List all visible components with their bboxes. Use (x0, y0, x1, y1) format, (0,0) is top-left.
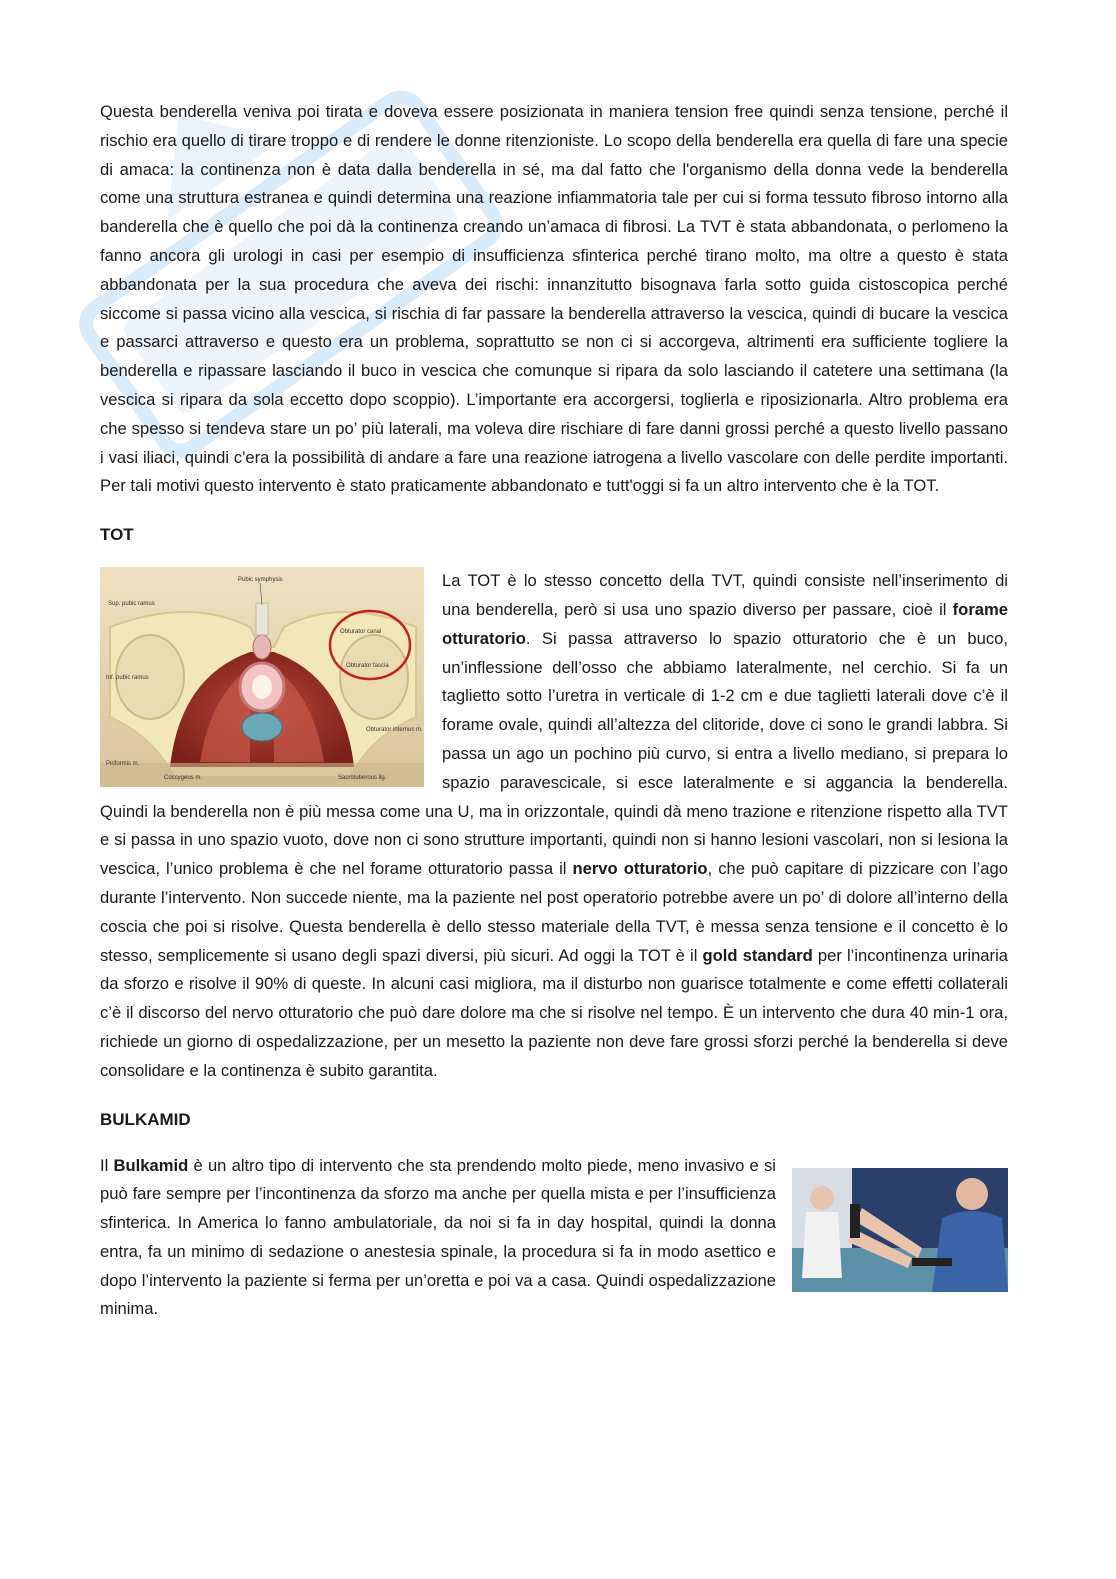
term-gold-standard: gold standard (702, 945, 813, 965)
heading-tot: TOT (100, 525, 134, 545)
heading-bulkamid: BULKAMID (100, 1109, 191, 1129)
label-pubic-symphysis: Pubic symphysis (238, 577, 283, 584)
bulkamid-photo (792, 1168, 1008, 1292)
label-obturator-fascia: Obturator fascia (346, 663, 389, 670)
pelvic-floor-figure (100, 567, 424, 787)
term-forame-otturatorio: forame otturatorio (442, 599, 1008, 648)
paragraph-tot: La TOT è lo stesso concetto della TVT, quindi consiste nell’inserimento di una benderella, però si usa uno spazio diverso per passare, cioè il forame otturatorio. Si passa attraverso lo spazio otturatorio che è un buco, un’inflessione dell’osso che abbiamo lateralmente, nel cerchio. Si fa un taglietto sotto l’uretra in verticale di 1-2 cm e due taglietti laterali dove c’è il forame ovale, quindi all’altezza del clitoride, dove ci sono le grandi labbra. Si passa un ago un pochino più curvo, si entra a livello mediano, si prepara lo spazio paravescicale, si esce lateralmente e si aggancia la benderella. Quindi la benderella non è più messa come una U, ma in orizzontale, quindi dà meno trazione e ritenzione rispetto alla TVT e si passa in uno spazio vuoto, dove non ci sono strutture importanti, quindi non si hanno lesioni vascolari, non si lesiona la vescica, l’unico problema è che nel forame otturatorio passa il nervo otturatorio, che può capitare di pizzicare con l’ago durante l’intervento. Non succede niente, ma la paziente nel post operatorio potrebbe avere un po’ di dolore all’interno della coscia che poi si risolve. Questa benderella è dello stesso materiale della TVT, è messa senza tensione e il concetto è lo stesso, semplicemente si usano degli spazi diversi, più sicuri. Ad oggi la TOT è il gold standard per l’incontinenza urinaria da sforzo e risolve il 90% di queste. In alcuni casi migliora, ma il disturbo non guarisce totalmente e come effetti collaterali c’è il discorso del nervo otturatorio che può dare dolore ma che si risolve nel tempo. È un intervento che dura 40 min-1 ora, richiede un giorno di ospedalizzazione, per un mesetto la paziente non deve fare grossi sforzi perché la benderella si deve consolidare e la continenza è subito garantita. (100, 571, 1008, 1080)
label-obturator-internus: Obturator internus m. (366, 727, 423, 734)
label-piriformis: Piriformis m. (106, 761, 140, 768)
term-nervo-otturatorio: nervo otturatorio (572, 859, 708, 879)
pelvic-anatomy-image (100, 567, 424, 787)
term-bulkamid: Bulkamid (113, 1155, 189, 1175)
paragraph-bulkamid: Il Bulkamid è un altro tipo di intervento che sta prendendo molto piede, meno invasivo e si può fare sempre per l’incontinenza da sforzo ma anche per quella mista e per l’insufficienza sfinterica. In America lo fanno ambulatoriale, da noi si fa in day hospital, quindi la donna entra, fa un minimo di sedazione o anestesia spinale, la procedura si fa in modo asettico e dopo l’intervento la paziente si ferma per un’oretta e poi va a casa. Quindi ospedalizzazione minima. (100, 1155, 776, 1319)
label-sup-pubic-ramus: Sup. pubic ramus (108, 601, 155, 608)
label-coccygeus: Coccygeus m. (164, 775, 203, 782)
label-inf-pubic-ramus: Inf. pubic ramus (106, 675, 149, 682)
paragraph-tvt: Questa benderella veniva poi tirata e doveva essere posizionata in maniera tension free quindi senza tensione, perché il rischio era quello di tirare troppo e di rendere le donne ritenzioniste. Lo scopo della benderella era quella di fare una specie di amaca: la continenza non è data dalla benderella in sé, ma dal fatto che l'organismo della donna vede la benderella come una struttura estranea e quindi determina una reazione infiammatoria tale per cui si forma tessuto fibroso intorno alla banderella che è quello che poi dà la continenza creando un’amaca di fibrosi. La TVT è stata abbandonata, o perlomeno la fanno ancora gli urologi in casi per esempio di insufficienza sfinterica perché tirano molto, ma oltre a questo è stata abbandonata per la sua procedura che aveva dei rischi: innanzitutto bisognava farla sotto guida cistoscopica perché siccome si passa vicino alla vescica, si rischia di far passare la benderella attraverso la vescica, quindi di bucare la vescica e passarci attraverso e questo era un problema, soprattutto se non ci si accorgeva, altrimenti era sufficiente togliere la benderella e ripassare lasciando il buco in vescica che comunque si ripara da solo lasciando il catetere una settimana (la vescica si ripara da sola eccetto dopo scoppio). L’importante era accorgersi, toglierla e riposizionarla. Altro problema era che spesso si tendeva stare un po’ più laterali, ma voleva dire rischiare di fare danni grossi perché a questo livello passano i vasi iliaci, quindi c'era la possibilità di andare a fare una reazione iatrogena a livello vascolare con delle perdite importanti. Per tali motivi questo intervento è stato praticamente abbandonato e tutt'oggi si fa un altro intervento che è la TOT. (100, 102, 1008, 496)
document-page (100, 98, 1008, 1324)
procedure-photo-image (792, 1168, 1008, 1292)
label-obturator-canal: Obturator canal (340, 629, 382, 636)
label-sacrotuberous: Sacrotuberous lig. (338, 775, 387, 782)
